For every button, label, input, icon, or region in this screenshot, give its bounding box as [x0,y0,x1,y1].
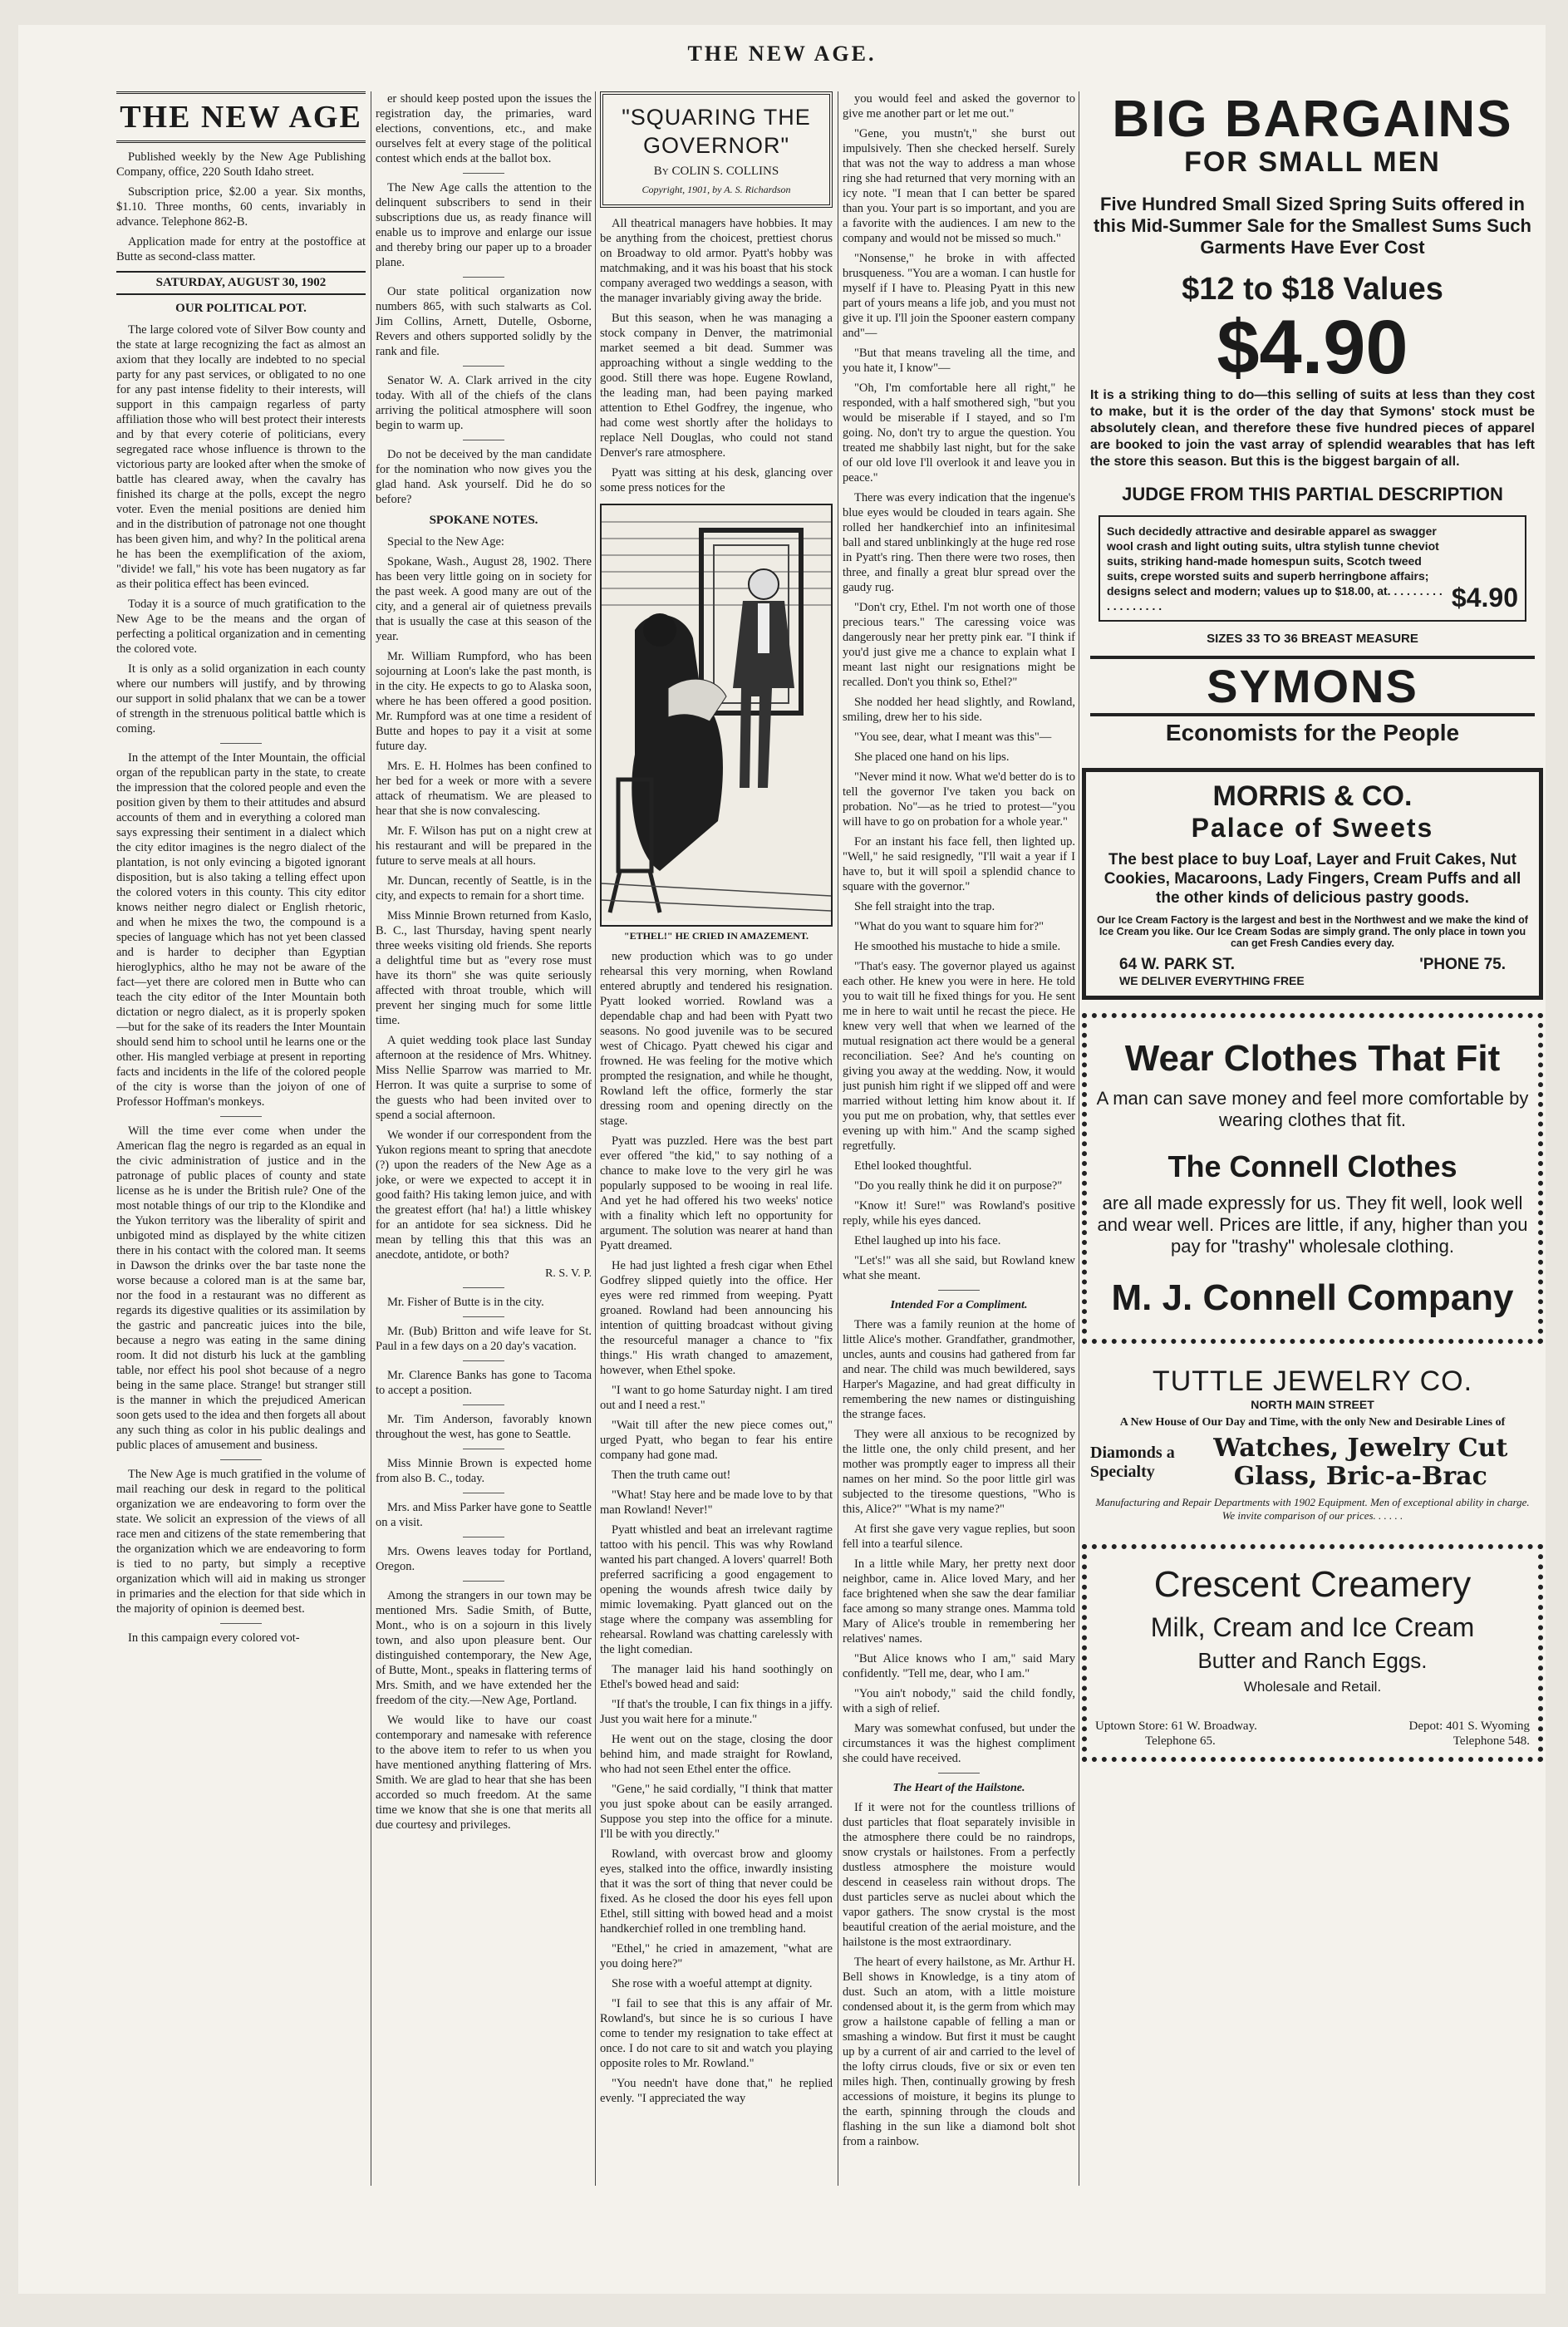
ad-goods-row [1090,1434,1535,1491]
ad-headline: MORRIS & CO. [1212,780,1413,812]
depot-address: Depot: 401 S. Wyoming [1408,1719,1530,1733]
article-paragraph: "That's easy. The governor played us against each other. He knew you were in here. He told you to wait till he fixed things for you. He sent me in here to wait until he recast the piece. He knew very well that when we learned of the mutual resignation act there would be a general reconciliation. See? And he's counting on giving you away at the wedding. Now, it would just punish him right if we slipped off and were married without letting him know about it. If you put me on probation, why, that settles ever evening up with him." And the scamp sighed regretfully. [843,960,1075,1153]
article-paragraph: Mr. F. Wilson has put on a night crew at his restaurant and will be prepared in the future to serve meals at all hours. [376,824,592,868]
uptown-phone: Telephone 65. [1145,1734,1216,1748]
store-slogan: Economists for the People [1165,720,1460,745]
divider [463,1581,504,1582]
ad-address-row [1094,956,1531,974]
article-paragraph: "What! Stay here and be made love to by that man Rowland! Never!" [600,1488,833,1517]
article-paragraph: "Gene," he said cordially, "I think that matter you just spoke about can be easily arranged. Suppose you step into the office for a minute. I'll be with you directly." [600,1783,833,1841]
store-name: SYMONS [1090,656,1535,716]
article-paragraph: If it were not for the countless trillions of dust particles that float separately invisible in the atmosphere there could be no raindrops, snow crystals or hailstones. From a perfectly dustless atmosphere the moisture would descend in ceaseless rain without drops. The dust particles serve as nuclei about which the vapor gathers. The snow crystal is the most beautiful creation of the aerial moisture, and the hailstone is the most extraordinary. [843,1801,1075,1949]
spokane-notes-heading: SPOKANE NOTES. [429,514,538,527]
article-paragraph: Mr. Fisher of Butte is in the city. [387,1296,544,1309]
article-paragraph: "But that means traveling all the time, and you hate it, I know"— [843,347,1075,375]
story-title-box [600,91,833,208]
article-paragraph: For an instant his face fell, then lighted up. "Well," he said resignedly, "I'll wait a year if I have to, but it will spoil a splendid chance to square with the governor." [843,835,1075,893]
article-paragraph: Mr. William Rumpford, who has been sojourning at Loon's lake the past month, is in the city. He expects to go to Alaska soon, where he has been offered a good position. Mr. Rumpford was at one time a resident of Butte and hopes to pay it a visit at some future day. [376,650,592,753]
signature: R. S. V. P. [545,1267,592,1280]
article-paragraph: All theatrical managers have hobbies. It may be anything from the choicest, prettiest chorus on Broadway to old armor. Pyatt's hobby was matchmaking, and it was his boast that his stock company averaged two weddings a season, with the manager invariably giving away the bride. [600,217,833,305]
masthead: THE NEW AGE [116,91,366,143]
divider [938,1290,980,1291]
article-paragraph: "You needn't have done that," he replied evenly. "I appreciated the way [600,2077,833,2105]
divider [463,1287,504,1288]
ad-body: A man can save money and feel more comfortable by wearing clothes that fit. [1096,1088,1529,1130]
pub-info: Subscription price, $2.00 a year. Six months, $1.10. Three months, 60 cents, invariably in advance. Telephone 862-B. [116,185,366,229]
article-paragraph: Miss Minnie Brown returned from Kaslo, B. C., last Thursday, having spent nearly three weeks visiting old friends. She reports a delightful time but as "every rose must have its thorn" she was quite seriously affected with throat trouble, which will prevent her singing much for some little time. [376,909,592,1027]
column-rule [595,91,596,2186]
column-1 [116,91,366,1651]
article-paragraph: At first she gave very vague replies, but soon fell into a tearful silence. [843,1523,1075,1551]
dateline: SATURDAY, AUGUST 30, 1902 [116,271,366,295]
article-paragraph: The manager laid his hand soothingly on Ethel's bowed head and said: [600,1663,833,1691]
ad-headline: Wear Clothes That Fit [1124,1038,1501,1079]
story-illustration [600,504,833,927]
divider [220,743,262,744]
article-paragraph: "Gene, you mustn't," she burst out impulsively. Then she checked herself. Surely that was not the way to address a man whose ring she had returned that very morning with an icy note. "I mean that I can better be spared than you. Your part is so important, and you are a favorite with the audiences. I am new to the company and would not be missed so much." [843,127,1075,245]
divider [220,1623,262,1624]
article-paragraph: She nodded her head slightly, and Rowland, smiling, drew her to his side. [843,696,1075,724]
ad-subheadline: Milk, Cream and Ice Cream [1150,1612,1475,1642]
ad-street: NORTH MAIN STREET [1251,1398,1374,1411]
ad-price: $4.90 [1217,305,1408,390]
article-paragraph: Our state political organization now numbers 865, with such stalwarts as Col. Jim Collins, Arnett, Dutelle, Osborne, Revers and others supported solidly by the rank and file. [376,285,592,358]
article-paragraph: Senator W. A. Clark arrived in the city today. With all of the chiefs of the clans arriving the political atmosphere will soon begin to warm up. [376,374,592,432]
article-paragraph: "Know it! Sure!" was Rowland's positive reply, while his eyes danced. [843,1199,1075,1227]
article-paragraph: Will the time ever come when under the American flag the negro is regarded as an equal in the civic administration of justice and in the patronage of public places of county and state license as he is under the British rule? One of the most notable things of our trip to the Klondike and the Yukon territory was the liberality of spirit and unbigoted mind as displayed by the white citizen there in his contact with the colored man. It seems in Dawson the drinks over the bar taste none the worse because a colored man is at the same bar, nor the food in a restaurant was no different as regards its digestive qualities or its assimilation by the gastric and pancreatic juices into the bile, because a negro was eating in the same dining room. It did not disturb his luck at the gambling table, nor effect his pool shot because of a negro being in the same place. Strange! but stranger still is the manner in which the prejudiced American soon gets used to the idea and then forgets all about any such thing as color in his public dealings and public places of amusement and business. [116,1124,366,1452]
article-paragraph: Miss Minnie Brown is expected home from also B. C., today. [376,1457,592,1485]
ad-headline: BIG BARGAINS [1112,91,1513,148]
ad-body: It is a striking thing to do—this selling of suits at less than they cost to make, but it is the order of the day that Symons' stock must be absolutely clean, and therefore these five hundred pieces of apparel are booked to join the vast array of splendid wearables that has left the store this season. But this is the biggest bargain of all. [1090,388,1535,469]
ad-subheadline: Butter and Ranch Eggs. [1197,1648,1428,1673]
article-paragraph: Pyatt whistled and beat an irrelevant ragtime tattoo with his pencil. This was why Rowland wanted his part changed. A lovers' quarrel! Both preferred sacrificing a good engagement to opening the wounds afresh twice daily by mimic lovemaking. Pyatt glanced out on the stage where the company was assembling for rehearsal. Rowland was chatting carelessly with the light comedian. [600,1523,833,1656]
ad-body: are all made expressly for us. They fit well, look well and wear well. Prices are little, if any, higher than you pay for "trashy" wholesale clothing. [1097,1193,1528,1257]
article-paragraph: Mr. (Bub) Britton and wife leave for St. Paul in a few days on a 20 day's vacation. [376,1325,592,1353]
ad-body: Our Ice Cream Factory is the largest and best in the Northwest and we make the kind of Ice Cream you like. Our Ice Cream Sodas are simply grand. The only place in town you can get Fresh Candies every day. [1097,914,1528,949]
article-paragraph: "You ain't nobody," said the child fondly, with a sigh of relief. [843,1687,1075,1715]
ad-inset-text: Such decidedly attractive and desirable apparel as swagger wool crash and light outing suits, ultra stylish tunne cheviot suits, striking hand-made homespun suits, Scotch tweed suits, crepe worsted suits and superb herringbone affairs; designs select and modern; values up to $18.00, at. . . . . . . . . . . . . . . . . . [1107,524,1443,612]
article-paragraph: Rowland, with overcast brow and gloomy eyes, stalked into the office, inwardly insisting that it was the sort of thing that never could be fixed. As he closed the door his eyes fell upon Ethel, still sitting with bowed head and a moist handkerchief rolled in one trembling hand. [600,1847,833,1936]
divider [463,366,504,367]
article-paragraph: Mr. Clarence Banks has gone to Tacoma to accept a position. [376,1369,592,1397]
article-paragraph: Ethel looked thoughtful. [854,1159,972,1173]
article-paragraph: Ethel laughed up into his face. [854,1234,1001,1247]
connell-advertisement [1082,1013,1543,1344]
uptown-store [1095,1719,1257,1749]
article-paragraph: Spokane, Wash., August 28, 1902. There has been very little going on in society for the past week. A good many are out of the city, and a general air of quietness prevails that is usually the case at this season of the year. [376,555,592,643]
article-paragraph: He had just lighted a fresh cigar when Ethel Godfrey slipped quietly into the office. Her eyes were red rimmed from weeping. Pyatt groaned. Rowland had been announcing his intention of quitting broadcast without giving the resourceful manager a chance to "fix things." His wrath changed to amazement, however, when Ethel spoke. [600,1259,833,1377]
ad-headline: Crescent Creamery [1153,1564,1472,1605]
article-paragraph: We would like to have our coast contemporary and namesake with reference to the above item to refer to us when you have mentioned anything flattering of Mrs. Smith. We are glad to hear that she has been accorded so much freedom. At the same time we know that she is one that merits all due courtesy and privileges. [376,1714,592,1832]
ad-body: The best place to buy Loaf, Layer and Fruit Cakes, Nut Cookies, Macaroons, Lady Fingers, Cream Puffs and all the other kinds of delicious pastry goods. [1103,851,1521,907]
pub-info: Published weekly by the New Age Publishing Company, office, 220 South Idaho street. [116,150,366,179]
pub-info: Application made for entry at the postoffice at Butte as second-class matter. [116,235,366,263]
ad-goods: Watches, Jewelry Cut Glass, Bric-a-Brac [1213,1434,1508,1491]
ad-address-row [1095,1719,1530,1749]
article-paragraph: Mrs. and Miss Parker have gone to Seattle on a visit. [376,1501,592,1529]
article-paragraph: The New Age is much gratified in the volume of mail reaching our desk in regard to the political organization we are endeavoring to form over the state. We solicit an expression of the views of all race men and citizens of the state remembering that the organization which we are endeavoring to form is tied to no party, but simply a receptive organization which will aid in making us stronger in primaries and the election for that side which in the majority of opinion is deemed best. [116,1468,366,1616]
article-paragraph: They were all anxious to be recognized by the little one, the only child present, and her mother was promptly eager to impress all their names on her mind. So the poor little girl was subjected to the tiresome questions, "Who is this, Alice?" "What is my name?" [843,1428,1075,1516]
article-paragraph: It is only as a solid organization in each county where our numbers will justify, and by throwing our support in solid phalanx that we can be a tower of strength in the strenuous political battle which is coming. [116,662,366,735]
article-paragraph: In the attempt of the Inter Mountain, the official organ of the republican party in the state, to create the impression that the colored people and even the position given by them to their attitudes and absurd accounts of them and in everything a colored man says expressing their sentiment in a dialect which the city editor imagines is the negro dialect of the plantation, is not only evincing a bigoted ignorant disposition, but is also taking a telling effect upon the colored voters in this county. This city editor knows neither negro dialect or English rhetoric, and when he mixes the two, the compound is a species of language which has not yet been classed and is harder to decipher than Egyptian hieroglyphics, altho he may not be aware of the fact—yet there are colored men in Butte who can teach the city editor of the Inter Mountain both dictation or negro dialect, as it is properly spoken—but for the sake of its readers the Inter Mountain should send him to school until he learns one or the other. His mangled verbiage at present in reporting facts and incidents in the life of the colored people of the city is worse than the joiyon of one of Professor Hoffman's monkeys. [116,751,366,1109]
article-paragraph: There was a family reunion at the home of little Alice's mother. Grandfather, grandmother, uncles, aunts and cousins had gathered from far and near. The child was much bewildered, says Harper's Magazine, and had great difficulty in remembering the new names or distinguishing the strange faces. [843,1318,1075,1421]
ad-subheadline: Palace of Sweets [1191,813,1434,843]
divider [463,173,504,174]
ad-lead: Five Hundred Small Sized Spring Suits offered in this Mid-Summer Sale for the Smallest Sums Such Garments Have Ever Cost [1094,194,1531,258]
ad-footer: Manufacturing and Repair Departments with 1902 Equipment. Men of exceptional ability in charge. We invite comparison of our prices. . . . . . [1095,1496,1530,1522]
article-paragraph: "Nonsense," he broke in with affected brusqueness. "You are a woman. I can hustle for myself if I have to. Pleasing Pyatt in this new part of yours means a life job, and you must not give it up. I'll join the Spooner eastern company and"— [843,252,1075,340]
article-paragraph: Mary was somewhat confused, but under the circumstances it was the highest compliment she could have received. [843,1722,1075,1765]
article-paragraph: "Wait till after the new piece comes out," urged Pyatt, who began to fear his entire company had gone mad. [600,1419,833,1462]
article-paragraph: "Let's!" was all she said, but Rowland knew what she meant. [843,1254,1075,1282]
article-paragraph: "But Alice knows who I am," said Mary confidently. "Tell me, dear, who I am." [843,1652,1075,1680]
intended-compliment-heading: Intended For a Compliment. [890,1299,1028,1311]
article-paragraph: The New Age calls the attention to the delinquent subscribers to send in their subscriptions due us, as ready finance will enable us to improve and enlarge our issue and thereby bring our paper up to a broader plane. [376,181,592,269]
article-paragraph: In this campaign every colored vot- [128,1631,300,1645]
article-paragraph: In a little while Mary, her pretty next door neighbor, came in. Alice loved Mary, and her face brightened when she saw the dear familiar face among so many strange ones. Mamma told Mary of Alice's trouble in remembering her relatives' names. [843,1557,1075,1646]
article-paragraph: But this season, when he was managing a stock company in Denver, the matrimonial market seemed a bit dead. Summer was approaching without a single wedding to the good. Still there was hope. Eugene Rowland, the leading man, had been paying marked attention to Ethel Godfrey, the ingenue, who had come west shortly after the holidays to replace Nell Douglas, who could not stand Denver's rare atmosphere. [600,312,833,460]
article-paragraph: The large colored vote of Silver Bow county and the state at large recognizing the fact as almost an axiom that they locally are indebted to no special party for any past services, or obligated to no one for any past intense fidelity to their interests, will support in this campaign regarless of party affiliation those who will best protect their interests and by that every coterie of politicians, every segregated race whose influence is thrown to the victorious party are looked after when the smoke of battle has cleared away, when the cavalry has finished its charge at the polls, except the negro voter. Even the menial positions are denied him and in the distribution of patronage not one thought has been given him, and why? In the political arena he has been the exemplification of the axiom, "divide! we fall," his vote has been nugatory as far as their politica effect has been evinced. [116,323,366,591]
article-paragraph: She fell straight into the trap. [854,900,995,913]
creamery-advertisement [1082,1544,1543,1762]
article-paragraph: "Do you really think he did it on purpose?" [854,1179,1063,1193]
article-paragraph: Mr. Duncan, recently of Seattle, is in the city, and expects to remain for a short time. [376,874,592,903]
article-paragraph: Do not be deceived by the man candidate for the nomination who now gives you the glad hand. Ask yourself. Did he do so before? [376,448,592,506]
article-paragraph: A quiet wedding took place last Sunday afternoon at the residence of Mrs. Whitney. Miss Nellie Sparrow was married to Mr. Herron. It was quite a surprise to some of the guests who had been invited over to spend a social afternoon. [376,1034,592,1122]
ad-judge-heading: JUDGE FROM THIS PARTIAL DESCRIPTION [1122,484,1503,504]
column-4 [843,91,1075,2154]
article-paragraph: We wonder if our correspondent from the Yukon regions meant to spring that anecdote (?) upon the readers of the New Age as a joke, or were we expected to accept it in good faith? His taking lemon juice, and with the greatest effort (ha! ha!) a little whiskey for an antidote for sea sickness. Did he mean by telling this that this was an anecdote, antidote, or both? [376,1129,592,1262]
ad-inset-price: $4.90 [1451,583,1518,612]
article-paragraph: "Don't cry, Ethel. I'm not worth one of those precious tears." The caressing voice was dangerously near her pretty pink ear. "I think if you'd just give me a chance to explain what I meant last night our resignations might be recalled. Don't you think so, Ethel?" [843,601,1075,689]
ad-headline: TUTTLE JEWELRY CO. [1152,1365,1473,1397]
newspaper-page [18,25,1546,2294]
political-pot-heading: OUR POLITICAL POT. [175,302,307,315]
morris-advertisement [1082,768,1543,1000]
illustration-caption: "ETHEL!" HE CRIED IN AMAZEMENT. [623,930,809,942]
ad-subheadline: FOR SMALL MEN [1184,146,1441,178]
ad-sizes: SIZES 33 TO 36 BREAST MEASURE [1207,632,1418,646]
article-paragraph: new production which was to go under rehearsal this very morning, when Rowland entered abruptly and tendered his resignation. Pyatt looked worried. Rowland was a dependable chap and had been with Pyatt two seasons. No good juvenile was to be secured west of Chicago. Pyatt chewed his cigar and frowned. He was feeling for the motive which prompted the resignation, and while he thought, Rowland left the office, formerly the star dressing room and opening directly on the stage. [600,950,833,1128]
divider [463,1360,504,1361]
uptown-address: Uptown Store: 61 W. Broadway. [1095,1719,1257,1733]
article-paragraph: He went out on the stage, closing the door behind him, and made straight for Rowland, who had not seen Ethel enter the office. [600,1733,833,1776]
ad-phone: 'PHONE 75. [1419,956,1506,973]
ad-body: Wholesale and Retail. [1243,1679,1382,1695]
article-paragraph: Pyatt was puzzled. Here was the best part ever offered "the kid," to say nothing of a chance to make love to the very girl he was popularly supposed to be wooing in real life. And yet he had offered his two weeks' notice with a finality which left no opportunity for argument. The solution was nearer at hand than Pyatt dreamed. [600,1134,833,1252]
divider [463,277,504,278]
article-paragraph: Special to the New Age: [387,535,504,549]
divider [463,1316,504,1317]
article-paragraph: Mrs. Owens leaves today for Portland, Oregon. [376,1545,592,1573]
story-title: "SQUARING THE GOVERNOR" [622,105,811,158]
article-paragraph: He smoothed his mustache to hide a smile. [854,940,1061,953]
divider [220,1116,262,1117]
column-3 [600,91,833,2111]
article-paragraph: Today it is a source of much gratification to the New Age to be the means and the organ of perfecting a political organization and in cementing the colored vote. [116,598,366,656]
advertisement-column [1082,85,1543,1775]
article-paragraph: Mrs. E. H. Holmes has been confined to her bed for a week or more with a severe attack of rheumatism. We are pleased to hear that she is now convalescing. [376,760,592,818]
article-paragraph: There was every indication that the ingenue's blue eyes would be clouded in tears again. She rolled her handkerchief into an infinitesimal ball and stared unblinkingly at the huge red rose in Pyatt's ring. Then there were two roses, then three, and finally a great blur spread over the gaudy rug. [843,491,1075,594]
article-paragraph: Then the truth came out! [612,1469,731,1482]
article-paragraph: Among the strangers in our town may be mentioned Mrs. Sadie Smith, of Butte, Mont., who is on a sojourn in this lively town, and also upon pleasure bent. Our distinguished contemporary, the New Age, of Butte, Mont., speaks in flattering terms of Mrs. Smith, and we have extended her the freedom of the city.—New Age, Portland. [376,1589,592,1707]
copyright-notice: Copyright, 1901, by A. S. Richardson [641,184,791,195]
story-byline: By COLIN S. COLLINS [653,165,779,178]
hailstone-heading: The Heart of the Hailstone. [892,1782,1025,1794]
ad-inset-box [1099,515,1526,622]
article-paragraph: you would feel and asked the governor to give me another part or let me out." [843,92,1075,121]
column-2 [376,91,592,1837]
article-paragraph: "You see, dear, what I meant was this"— [854,731,1052,744]
article-paragraph: "I fail to see that this is any affair of Mr. Rowland's, but since he is so curious I have come to tender my resignation to take effect at once. I do not care to sit and watch you playing opposite roles to Mr. Rowland." [600,1997,833,2070]
article-paragraph: Pyatt was sitting at his desk, glancing over some press notices for the [600,466,833,494]
divider [220,1459,262,1460]
article-paragraph: "I want to go home Saturday night. I am tired out and I need a rest." [600,1384,833,1412]
depot-store [1409,1719,1531,1749]
article-paragraph: "What do you want to square him for?" [854,920,1045,933]
tuttle-advertisement [1082,1357,1543,1531]
article-paragraph: She rose with a woeful attempt at dignity. [612,1977,813,1990]
ad-price-range: $12 to $18 Values [1182,272,1443,307]
ad-delivery: WE DELIVER EVERYTHING FREE [1119,974,1305,987]
article-paragraph: She placed one hand on his lips. [854,750,1010,764]
ad-subheadline: The Connell Clothes [1167,1149,1457,1183]
ad-address: 64 W. PARK ST. [1119,956,1236,973]
depot-phone: Telephone 548. [1452,1734,1530,1748]
store-name: M. J. Connell Company [1111,1277,1514,1318]
article-paragraph: er should keep posted upon the issues the registration day, the primaries, ward elections, conventions, etc., and make ourselves felt at every stage of the political contest which ends at the ballot box. [376,92,592,165]
article-paragraph: Mr. Tim Anderson, favorably known throughout the west, has gone to Seattle. [376,1413,592,1441]
running-head: THE NEW AGE. [687,42,877,66]
article-paragraph: "Never mind it now. What we'd better do is to tell the governor I've taken you back on probation. No"—as he tried to protest—"you will have to go on probation for a whole year." [843,770,1075,829]
illustration-engraving [602,505,831,921]
article-paragraph: The heart of every hailstone, as Mr. Arthur H. Bell shows in Knowledge, is a tiny atom of dust. Such an atom, with a little moisture condensed about it, is the germ from which may grow a hailstone capable of felling a man or smashing a window. But first it must be caught up by a current of air and carried to the level of the lofty cirrus clouds, five or six or even ten miles high. Then, continually growing by fresh accessions of moisture, it begins its plunge to the earth, spinning through the clouds and flashing in the sun like a diamond bolt shot from a rainbow. [843,1956,1075,2148]
article-paragraph: "Oh, I'm comfortable here all right," he responded, with a half smothered sigh, "but you would be miserable if I stayed, and so I'm going. No, don't try to argue the question. You treated me shabbily last night, but for the sake of our old love I'll overlook it and leave you in peace." [843,381,1075,485]
article-paragraph: "Ethel," he cried in amazement, "what are you doing here?" [600,1942,833,1970]
ad-body: A New House of Our Day and Time, with the only New and Desirable Lines of [1119,1416,1506,1429]
divider [938,1773,980,1774]
ad-specialty: Diamonds a Specialty [1090,1444,1175,1481]
symons-advertisement [1082,85,1543,755]
article-paragraph: "If that's the trouble, I can fix things in a jiffy. Just you wait here for a minute." [600,1698,833,1726]
